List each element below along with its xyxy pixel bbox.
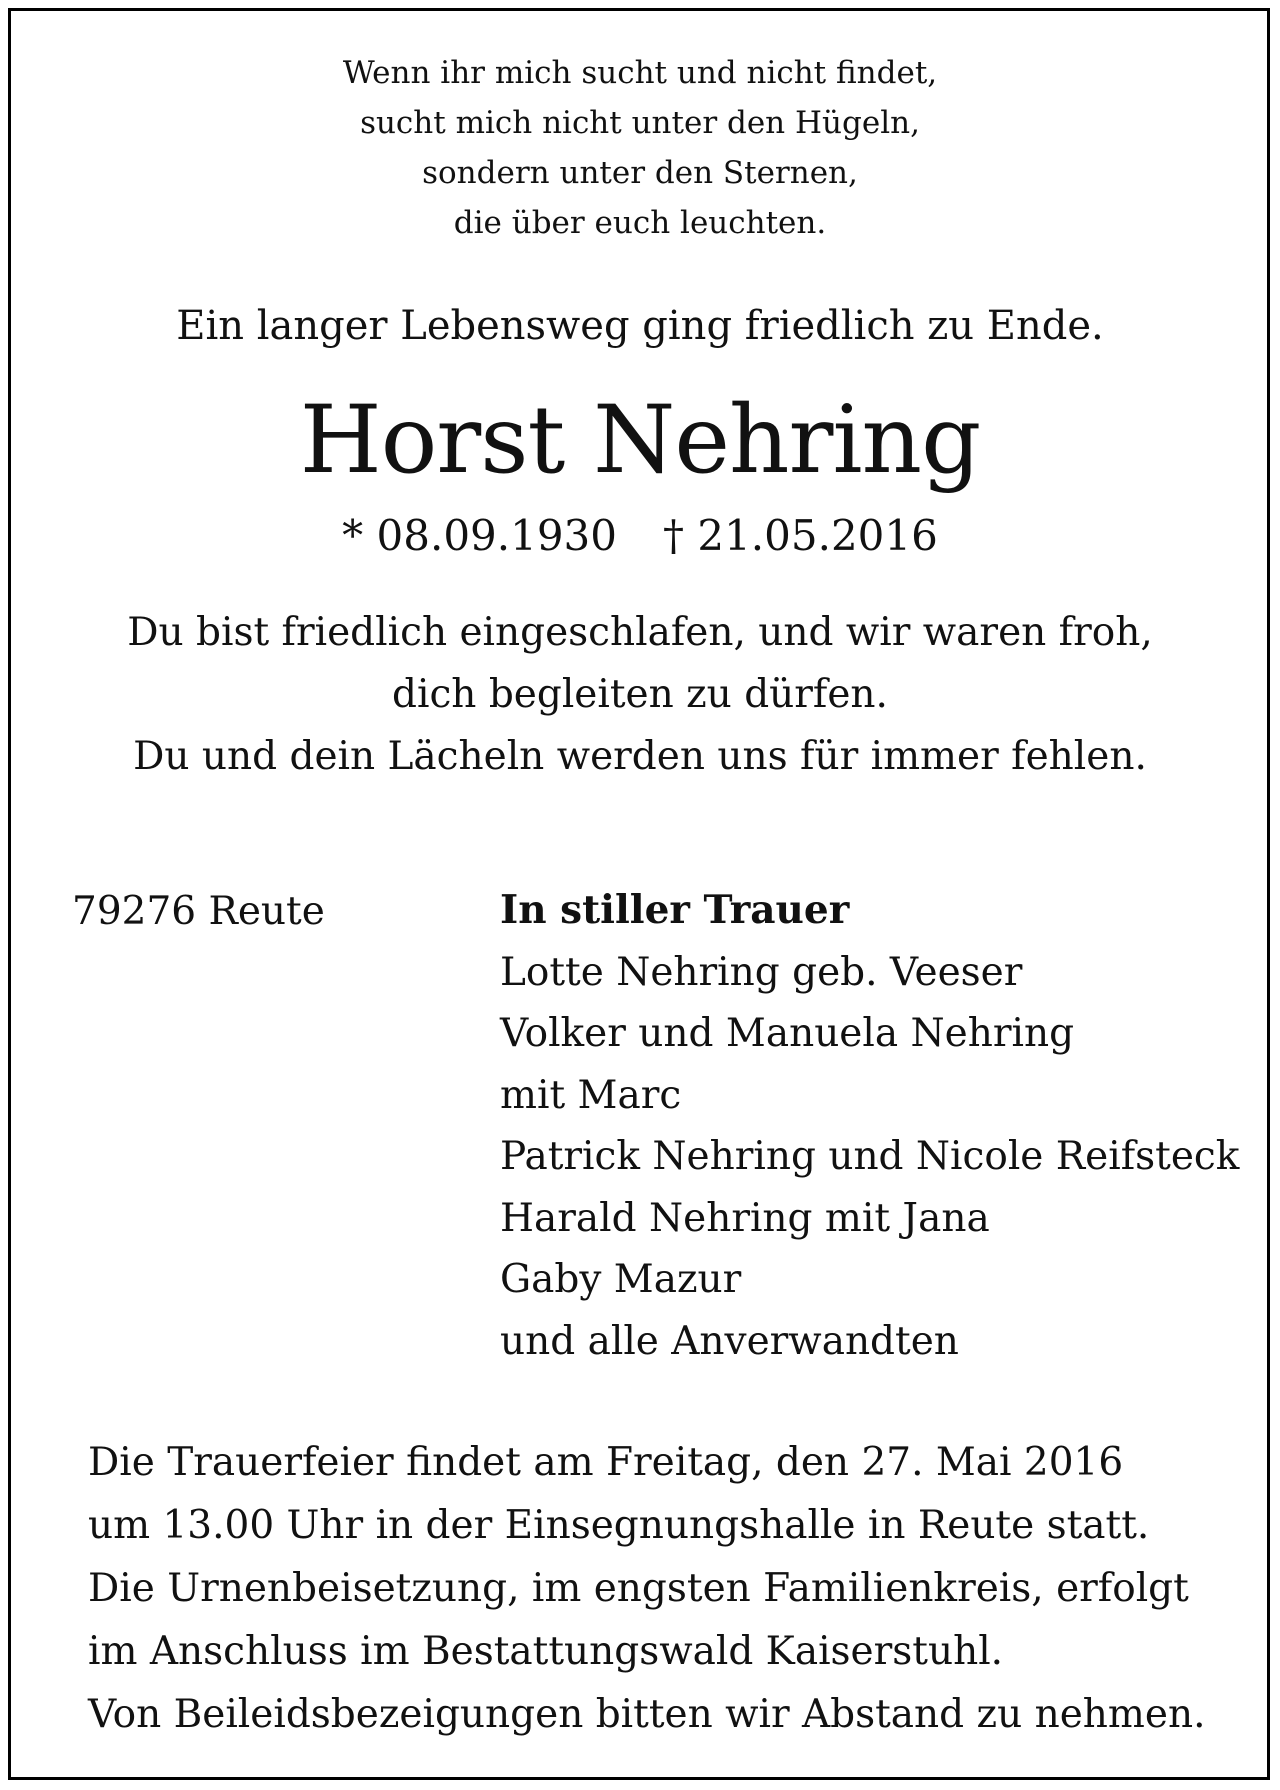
birth-date: * 08.09.1930 [342, 511, 617, 560]
mourners-heading: In stiller Trauer [500, 887, 850, 933]
mourner-name: Volker und Manuela Nehring [500, 1011, 1075, 1056]
mourners-list [500, 880, 1239, 1372]
mourner-name: Patrick Nehring und Nicole Reifsteck [500, 1134, 1240, 1179]
message-line: Du und dein Lächeln werden uns für immer fehlen. [133, 734, 1147, 779]
mourner-name: und alle Anverwandten [500, 1318, 959, 1364]
verse-line: sondern unter den Sternen, [422, 155, 858, 191]
funeral-line: im Anschluss im Bestattungswald Kaiserstuhl. [88, 1629, 1004, 1674]
place: 79276 Reute [72, 889, 325, 934]
verse-line: sucht mich nicht unter den Hügeln, [360, 105, 920, 141]
death-date: † 21.05.2016 [663, 511, 938, 560]
funeral-line: Die Urnenbeisetzung, im engsten Familienkreis, erfolgt [88, 1566, 1189, 1611]
mourner-name: mit Marc [500, 1072, 682, 1118]
funeral-line: Von Beileidsbezeigungen bitten wir Abstand zu nehmen. [88, 1692, 1206, 1737]
mourner-name: Gaby Mazur [500, 1257, 742, 1302]
message-line: dich begleiten zu dürfen. [392, 672, 888, 717]
verse [0, 48, 1280, 248]
funeral-line: um 13.00 Uhr in der Einsegnungshalle in Reute statt. [88, 1503, 1150, 1548]
message-line: Du bist friedlich eingeschlafen, und wir waren froh, [127, 610, 1153, 655]
mourner-name: Lotte Nehring geb. Veeser [500, 949, 1023, 995]
verse-line: Wenn ihr mich sucht und nicht findet, [342, 55, 938, 91]
verse-line: die über euch leuchten. [453, 205, 827, 241]
farewell-message [0, 602, 1280, 788]
life-dates [0, 508, 1280, 564]
funeral-line: Die Trauerfeier findet am Freitag, den 27. Mai 2016 [88, 1440, 1124, 1485]
mourner-name: Harald Nehring mit Jana [500, 1195, 990, 1241]
funeral-info [88, 1431, 1205, 1746]
intro-line: Ein langer Lebensweg ging friedlich zu Ende. [176, 303, 1104, 349]
deceased-name: Horst Nehring [299, 386, 981, 495]
